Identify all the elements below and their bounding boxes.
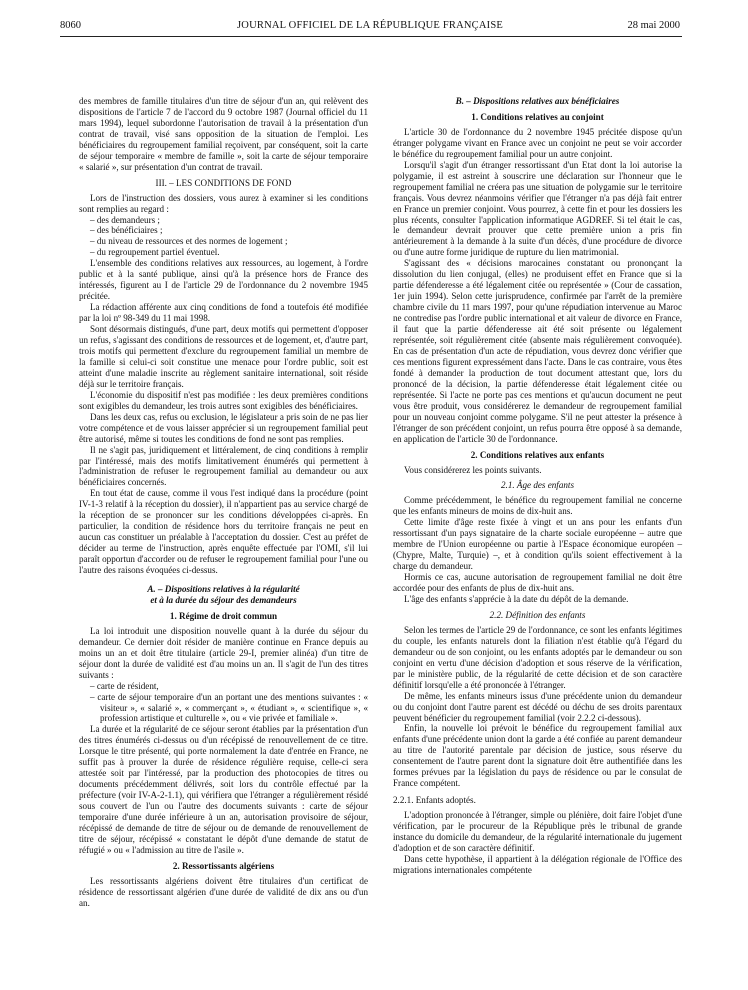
paragraph: Hormis ce cas, aucune autorisation de regroupement familial ne doit être accordée pour des enfants de plus de dix-huit ans.: [393, 572, 682, 594]
page-number: 8060: [60, 20, 81, 31]
paragraph: Les ressortissants algériens doivent être titulaires d'un certificat de résidence de ressortissant algérien d'une durée de validité de dix ans ou d'un an.: [79, 875, 368, 908]
section-heading: III. – LES CONDITIONS DE FOND: [155, 177, 292, 188]
paragraph: Selon les termes de l'article 29 de l'ordonnance, ce sont les enfants légitimes du couple, les enfants naturels dont la filiation n'est établie qu'à l'égard du demandeur ou de son conjoint, ou les enfants adoptés par le demandeur ou son conjoint en vertu d'une décision d'adoption et sous réserve de la vérification, par le ministère public, de la régularité de cette décision et de son caractère définitif lorsqu'elle a été prononcée à l'étranger.: [393, 624, 682, 690]
paragraph: Cette limite d'âge reste fixée à vingt et un ans pour les enfants d'un ressortissant d'un pays signataire de la charte sociale européenne – autre que membre de l'Union européenne ou partie à l'Espace économique européen – (Chypre, Malte, Turquie) –, et à condition qu'ils soient effectivement à la charge du demandeur.: [393, 517, 682, 572]
paragraph: La rédaction afférente aux cinq conditions de fond a toutefois été modifiée par la loi nº 98-349 du 11 mai 1998.: [79, 302, 368, 324]
page-header: [60, 20, 680, 34]
subsection-heading-a-line1: A. – Dispositions relatives à la régularité: [147, 583, 300, 594]
paragraph: Enfin, la nouvelle loi prévoit le bénéfice du regroupement familial aux enfants d'une précédente union dont la garde a été confiée au parent demandeur au titre de l'autorité parentale par décision de justice, sous réserve du consentement de l'autre parent dont la signature doit être authentifiée dans les formes prévues par la législation du pays de résidence ou par le consulat de France compétent.: [393, 723, 682, 789]
paragraph: Dans cette hypothèse, il appartient à la délégation régionale de l'Office des migrations internationales compétente: [393, 853, 682, 875]
paragraph: L'ensemble des conditions relatives aux ressources, au logement, à l'ordre public et à la santé publique, ainsi qu'à la présence hors de France des intéressés, figurent au I de l'article 29 de l'ordonnance du 2 novembre 1945 précitée.: [79, 258, 368, 302]
paragraph: Sont désormais distingués, d'une part, deux motifs qui permettent d'opposer un refus, s'agissant des conditions de ressources et de logement, et, d'autre part, trois motifs qui permettent d'exclure du regroupement familial un membre de la famille si celui-ci soit constitue une menace pour l'ordre public, soit est atteint d'une maladie inscrite au règlement sanitaire international, soit réside déjà sur le territoire français.: [79, 324, 368, 389]
paragraph: L'article 30 de l'ordonnance du 2 novembre 1945 précitée dispose qu'un étranger polygame vivant en France avec un conjoint ne peut se voir accorder le bénéfice du regroupement familial pour un autre conjoint.: [393, 126, 682, 159]
paragraph: L'économie du dispositif n'est pas modifiée : les deux premières conditions sont exigibles du demandeur, les trois autres sont exigibles des bénéficiaires.: [79, 389, 368, 411]
subsection-heading: 2. Ressortissants algériens: [172, 860, 275, 871]
issue-date: 28 mai 2000: [627, 20, 680, 31]
subsection-heading: 2.2. Définition des enfants: [489, 609, 586, 620]
subsection-heading-a-line2: et à la durée du séjour des demandeurs: [150, 594, 297, 605]
paragraph: Lors de l'instruction des dossiers, vous aurez à examiner si les conditions sont remplies au regard :: [79, 192, 368, 214]
subsection-heading: 2.1. Âge des enfants: [501, 480, 574, 491]
paragraph: En tout état de cause, comme il vous l'est indiqué dans la procédure (point IV-1-3 relatif à la réception du dossier), il n'appartient pas au service chargé de la réception de se prononcer sur les conditions développées ci-après. En particulier, la condition de résidence hors du territoire français ne peut en aucun cas constituer un préalable à l'acceptation du dossier. C'est au préfet de décider au terme de l'instruction, après enquête effectuée par l'OMI, s'il lui paraît opportun d'accorder ou de refuser le regroupement familial pour l'une ou l'autre des raisons évoquées ci-dessus.: [79, 488, 368, 576]
header-rule: [60, 36, 682, 37]
paragraph: La loi introduit une disposition nouvelle quant à la durée du séjour du demandeur. Ce dernier doit résider de manière continue en France depuis au moins un an et doit être titulaire (article 29-I, premier alinéa) d'un titre de séjour dont la durée de validité est d'au moins un an. Il s'agit de l'un des titres suivants :: [79, 625, 368, 680]
right-column: [393, 96, 682, 876]
subsection-heading: 1. Conditions relatives au conjoint: [471, 111, 604, 122]
paragraph: De même, les enfants mineurs issus d'une précédente union du demandeur ou du conjoint dont l'autre parent est décédé ou déchu de ses droits parentaux peuvent bénéficier du regroupement familial (voir 2.2.2 ci-dessous).: [393, 690, 682, 723]
list-item: – du niveau de ressources et des normes de logement ;: [90, 236, 288, 247]
subsection-heading: 1. Régime de droit commun: [169, 610, 278, 621]
list-item: – carte de résident,: [90, 680, 159, 691]
paragraph: L'adoption prononcée à l'étranger, simple ou plénière, doit faire l'objet d'une vérification, par le procureur de la République près le tribunal de grande instance du domicile du demandeur, de la régularité internationale du jugement d'adoption et de son caractère définitif.: [393, 810, 682, 853]
subsection-heading-b: B. – Dispositions relatives aux bénéficiaires: [455, 96, 620, 106]
list-item: – des bénéficiaires ;: [90, 225, 163, 236]
list-item: – des demandeurs ;: [90, 214, 160, 225]
paragraph: Vous considérerez les points suivants.: [404, 464, 542, 475]
left-column: [79, 96, 368, 909]
paragraph: Comme précédemment, le bénéfice du regroupement familial ne concerne que les enfants mineurs de moins de dix-huit ans.: [393, 495, 682, 517]
paragraph: des membres de famille titulaires d'un titre de séjour d'un an, qui relèvent des dispositions de l'article 7 de l'accord du 9 octobre 1987 (Journal officiel du 11 mars 1994), lequel subordonne l'autorisation de travail à la présentation d'un contrat de travail, visé sans opposition de la situation de l'emploi. Les bénéficiaires du regroupement familial reçoivent, par conséquent, soit la carte de séjour temporaire « membre de famille », soit la carte de séjour temporaire « salarié », sur présentation d'un contrat de travail.: [79, 96, 368, 172]
paragraph: S'agissant des « décisions marocaines constatant ou prononçant la dissolution du lien conjugal, (elles) ne produisent effet en France que si la partie défenderesse a été légalement citée ou représentée » (Cour de cassation, 1er juin 1994). Selon cette jurisprudence, confirmée par l'arrêt de la première chambre civile du 11 mars 1997, pour qu'une répudiation intervenue au Maroc ne contredise pas l'ordre public international et ait valeur de divorce en France, il faut que la partie défenderesse ait été soit présente ou légalement représentée, soit régulièrement citée (absente mais régulièrement convoquée). En cas de présentation d'un acte de répudiation, vous devrez donc vérifier que ces mentions figurent expressément dans l'acte. Dans le cas contraire, vous êtes fondé à demander la production de tout document attestant que, lors du prononcé de la décision, la partie défenderesse était légalement citée ou représentée. Si l'acte ne porte pas ces mentions et qu'aucun document ne peut vous être produit, vous considérerez le demandeur de regroupement familial pour un nouveau conjoint comme polygame. S'il ne peut attester la présence à l'étranger de son précédent conjoint, un refus pourra être opposé à sa demande, en application de l'article 30 de l'ordonnance.: [393, 258, 682, 444]
paragraph: Il ne s'agit pas, juridiquement et littéralement, de cinq conditions à remplir par l'intéressé, mais des motifs limitativement énumérés qui permettent à l'administration de refuser le regroupement familial au demandeur ou aux bénéficiaires concernés.: [79, 444, 368, 488]
subsection-heading: 2. Conditions relatives aux enfants: [470, 449, 605, 460]
list-item: – du regroupement partiel éventuel.: [90, 247, 220, 258]
paragraph: L'âge des enfants s'apprécie à la date du dépôt de la demande.: [404, 593, 629, 604]
paragraph: Dans les deux cas, refus ou exclusion, le législateur a pris soin de ne pas lier votre compétence et de vous laisser apprécier si un regroupement familial peut être autorisé, même si toutes les conditions de fond ne sont pas remplies.: [79, 411, 368, 444]
subsection-heading: 2.2.1. Enfants adoptés.: [393, 795, 476, 806]
paragraph: Lorsqu'il s'agit d'un étranger ressortissant d'un Etat dont la loi autorise la polygamie, il est astreint à souscrire une déclaration sur l'honneur que le regroupement familial ne créera pas une situation de polygamie sur le territoire français. Vous devrez néanmoins vérifier que l'étranger n'a pas déjà fait entrer en France un premier conjoint. Vous pourrez, à cette fin et pour les dossiers les plus récents, consulter l'application informatique AGDREF. Si tel était le cas, le demandeur devrait prouver que cette première union a pris fin antérieurement à la demande à la suite d'un décès, d'une procédure de divorce ou d'une autre forme juridique de rupture du lien matrimonial.: [393, 159, 682, 258]
paragraph: La durée et la régularité de ce séjour seront établies par la présentation d'un des titres énumérés ci-dessus ou d'un récépissé de renouvellement de ce titre. Lorsque le titre présenté, qui porte normalement la date d'entrée en France, ne suffit pas à prouver la durée de résidence régulière requise, celle-ci sera attestée soit par l'intéressé, par la production des photocopies de titres ou documents précédemment délivrés, soit lors du contrôle effectué par la préfecture (voir IV-A-2-1.1), qui vérifiera que l'étranger a régulièrement résidé sous couvert de l'un ou l'autre des documents suivants : carte de séjour temporaire d'une durée inférieure à un an, autorisation provisoire de séjour, récépissé de demande de titre de séjour ou de demande de renouvellement de titre de séjour, récépissé « constatant le dépôt d'une demande de statut de réfugié » ou « l'admission au titre de l'asile ».: [79, 724, 368, 855]
journal-title: JOURNAL OFFICIEL DE LA RÉPUBLIQUE FRANÇAISE: [237, 20, 503, 31]
list-item: – carte de séjour temporaire d'un an portant une des mentions suivantes : « visiteur », « salarié », « commerçant », « étudiant », « scientifique », « profession artistique et culturelle », ou « vie privée et familiale ».: [90, 691, 368, 724]
